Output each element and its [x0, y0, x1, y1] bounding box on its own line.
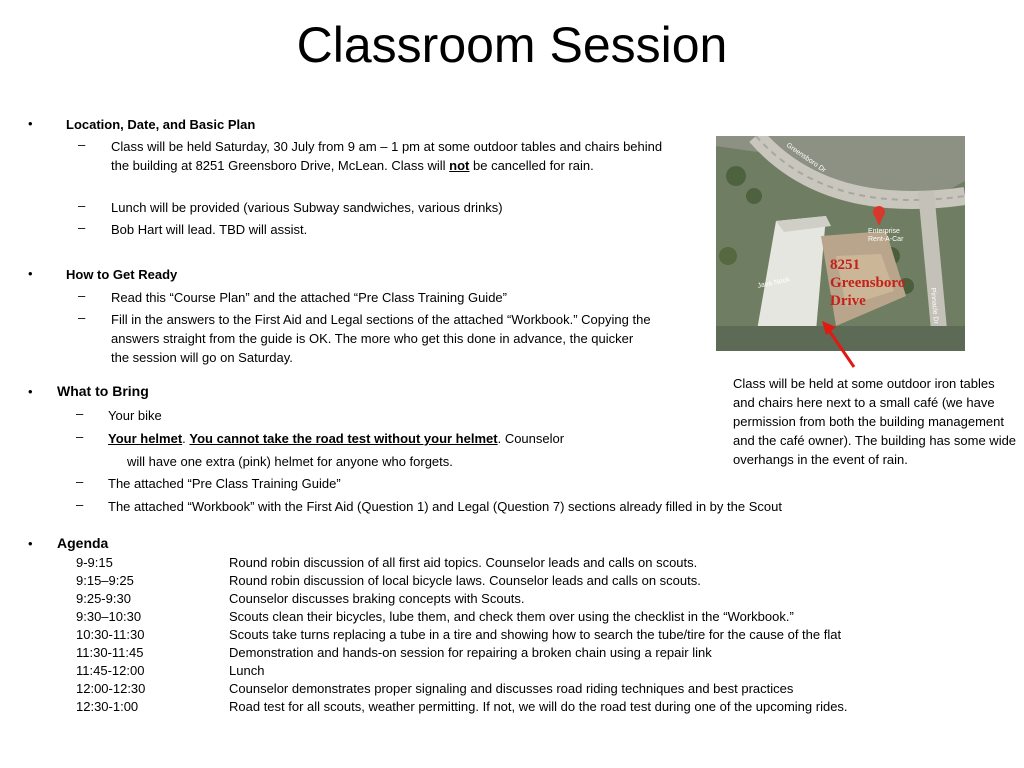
- agenda-time: 9:25-9:30: [76, 591, 131, 606]
- agenda-description: Round robin discussion of all first aid topics. Counselor leads and calls on scouts.: [229, 555, 698, 570]
- bring-heading: What to Bring: [57, 383, 149, 399]
- address-label: Drive: [830, 293, 866, 309]
- pin-label: Rent-A-Car: [868, 236, 904, 243]
- street-label: Greensboro Dr: [784, 141, 827, 175]
- agenda-time: 11:45-12:00: [76, 663, 145, 678]
- page-title: Classroom Session: [296, 17, 728, 73]
- agenda-description: Counselor demonstrates proper signaling and discusses road riding techniques and best practices: [229, 681, 794, 696]
- location-item-2: Lunch will be provided (various Subway sandwiches, various drinks): [111, 200, 503, 215]
- bring-item-3: The attached “Pre Class Training Guide”: [108, 476, 341, 491]
- location-item-3: Bob Hart will lead. TBD will assist.: [111, 222, 308, 237]
- agenda-time: 9-9:15: [76, 555, 113, 570]
- dash: –: [76, 497, 84, 512]
- address-label: Greensboro: [830, 275, 906, 291]
- dash: –: [78, 310, 86, 325]
- agenda-description: Road test for all scouts, weather permitting. If not, we will do the road test during one of the upcoming rides.: [229, 699, 848, 714]
- arrow-icon: [816, 315, 866, 375]
- agenda-description: Lunch: [229, 663, 265, 678]
- bullet-bring: •: [28, 384, 33, 399]
- location-item-1: Class will be held Saturday, 30 July from 9 am – 1 pm at some outdoor tables and chairs behind the building at 8251 Greensboro Drive, McLean. Class will not be cancelled for rain.: [111, 139, 663, 173]
- agenda-time: 11:30-11:45: [76, 645, 144, 660]
- bring-item-2-continued: will have one extra (pink) helmet for anyone who forgets.: [127, 454, 453, 469]
- address-label: 8251: [830, 257, 860, 273]
- bring-item-2: Your helmet. You cannot take the road test without your helmet. Counselor: [108, 431, 565, 446]
- map-caption: Class will be held at some outdoor iron tables and chairs here next to a small café (we have permission from both the building management and the café owner). The building has some wide overhangs in the event of rain.: [733, 376, 1017, 467]
- ready-heading: How to Get Ready: [66, 267, 178, 282]
- agenda-time: 12:30-1:00: [76, 699, 139, 714]
- dash: –: [76, 474, 84, 489]
- agenda-time: 9:15–9:25: [76, 573, 134, 588]
- agenda-time: 10:30-11:30: [76, 627, 145, 642]
- bring-item-1: Your bike: [108, 408, 162, 423]
- bullet-location: •: [28, 116, 33, 131]
- agenda-time: 12:00-12:30: [76, 681, 146, 696]
- bullet-ready: •: [28, 266, 33, 281]
- pin-label: Enterprise: [868, 228, 900, 235]
- dash: –: [78, 288, 86, 303]
- agenda-heading: Agenda: [57, 535, 109, 551]
- dash: –: [76, 406, 84, 421]
- bullet-agenda: •: [28, 536, 33, 551]
- agenda-description: Scouts take turns replacing a tube in a tire and showing how to search the tube/tire for the cause of the flat: [229, 627, 842, 642]
- agenda-description: Counselor discusses braking concepts with Scouts.: [229, 591, 525, 606]
- agenda-description: Scouts clean their bicycles, lube them, and check them over using the checklist in the “Workbook.”: [229, 609, 794, 624]
- bring-item-4: The attached “Workbook” with the First Aid (Question 1) and Legal (Question 7) sections already filled in by the Scout: [108, 499, 782, 514]
- agenda-description: Demonstration and hands-on session for repairing a broken chain using a repair link: [229, 645, 712, 660]
- agenda-time: 9:30–10:30: [76, 609, 142, 624]
- street-label: Pinnacle Dr: [929, 287, 940, 325]
- ready-item-2: Fill in the answers to the First Aid and Legal sections of the attached “Workbook.” Copying the answers straight from the guide is OK. The more who get this done in advance, the quicker the session will go on Saturday.: [111, 312, 651, 365]
- location-heading: Location, Date, and Basic Plan: [66, 117, 256, 132]
- dash: –: [78, 137, 86, 152]
- dash: –: [78, 220, 86, 235]
- building-label: Java Nook: [756, 276, 791, 290]
- dash: –: [76, 429, 84, 444]
- dash: –: [78, 198, 86, 213]
- agenda-description: Round robin discussion of local bicycle laws. Counselor leads and calls on scouts.: [229, 573, 701, 588]
- ready-item-1: Read this “Course Plan” and the attached “Pre Class Training Guide”: [111, 290, 507, 305]
